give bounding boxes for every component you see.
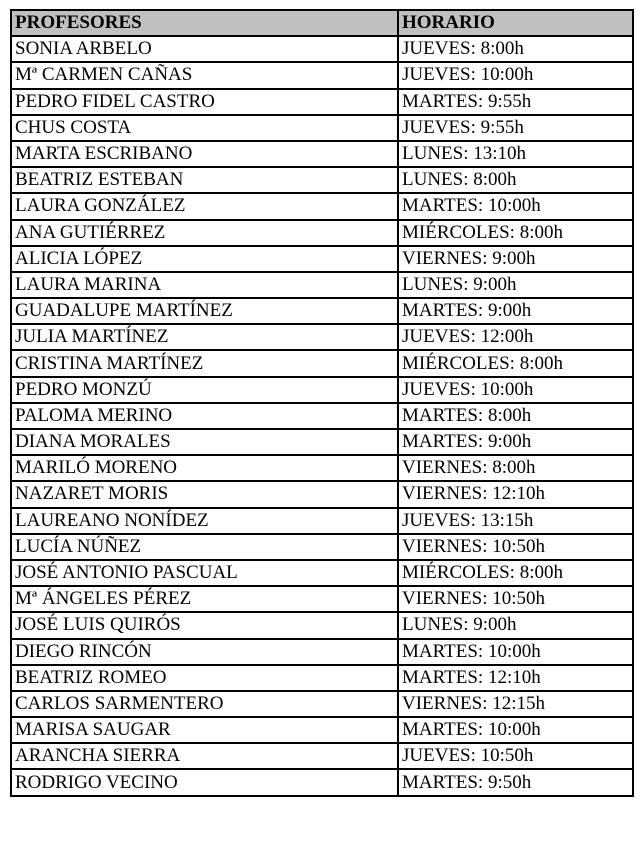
- teacher-name-cell: MARILÓ MORENO: [11, 455, 398, 481]
- teacher-name-cell: LAURA MARINA: [11, 272, 398, 298]
- teacher-name-cell: JOSÉ ANTONIO PASCUAL: [11, 560, 398, 586]
- schedule-cell: MARTES: 10:00h: [398, 639, 633, 665]
- teacher-name-cell: PEDRO FIDEL CASTRO: [11, 89, 398, 115]
- teacher-name-cell: RODRIGO VECINO: [11, 769, 398, 795]
- table-body: [11, 36, 633, 795]
- schedule-cell: MARTES: 10:00h: [398, 193, 633, 219]
- table-row: [11, 89, 633, 115]
- table-row: [11, 455, 633, 481]
- teacher-name-cell: ARANCHA SIERRA: [11, 743, 398, 769]
- teacher-name-cell: SONIA ARBELO: [11, 36, 398, 62]
- teacher-name-cell: NAZARET MORIS: [11, 481, 398, 507]
- schedule-cell: MARTES: 8:00h: [398, 403, 633, 429]
- teacher-name-cell: MARTA ESCRIBANO: [11, 141, 398, 167]
- schedule-cell: JUEVES: 9:55h: [398, 115, 633, 141]
- table-row: [11, 115, 633, 141]
- table-row: [11, 403, 633, 429]
- table-row: [11, 665, 633, 691]
- teacher-name-cell: DIEGO RINCÓN: [11, 639, 398, 665]
- schedule-cell: JUEVES: 8:00h: [398, 36, 633, 62]
- teacher-name-cell: ANA GUTIÉRREZ: [11, 220, 398, 246]
- teacher-schedule-table: [10, 9, 634, 797]
- table-row: [11, 141, 633, 167]
- schedule-cell: JUEVES: 12:00h: [398, 324, 633, 350]
- table-row: [11, 220, 633, 246]
- schedule-cell: LUNES: 9:00h: [398, 272, 633, 298]
- table-row: [11, 193, 633, 219]
- teacher-name-cell: BEATRIZ ROMEO: [11, 665, 398, 691]
- teacher-name-cell: MARISA SAUGAR: [11, 717, 398, 743]
- teacher-name-cell: BEATRIZ ESTEBAN: [11, 167, 398, 193]
- teacher-name-cell: PEDRO MONZÚ: [11, 377, 398, 403]
- schedule-cell: MARTES: 9:50h: [398, 769, 633, 795]
- teacher-name-cell: Mª ÁNGELES PÉREZ: [11, 586, 398, 612]
- schedule-cell: MARTES: 10:00h: [398, 717, 633, 743]
- schedule-cell: LUNES: 8:00h: [398, 167, 633, 193]
- header-profesores: PROFESORES: [11, 10, 398, 36]
- schedule-cell: VIERNES: 10:50h: [398, 586, 633, 612]
- schedule-cell: MIÉRCOLES: 8:00h: [398, 560, 633, 586]
- table-row: [11, 560, 633, 586]
- table-row: [11, 324, 633, 350]
- table-row: [11, 717, 633, 743]
- table-row: [11, 429, 633, 455]
- schedule-cell: VIERNES: 12:10h: [398, 481, 633, 507]
- schedule-cell: LUNES: 9:00h: [398, 612, 633, 638]
- schedule-cell: MARTES: 9:00h: [398, 429, 633, 455]
- table-row: [11, 167, 633, 193]
- teacher-name-cell: PALOMA MERINO: [11, 403, 398, 429]
- table-row: [11, 769, 633, 795]
- table-row: [11, 350, 633, 376]
- teacher-name-cell: Mª CARMEN CAÑAS: [11, 62, 398, 88]
- teacher-name-cell: JOSÉ LUIS QUIRÓS: [11, 612, 398, 638]
- table-row: [11, 377, 633, 403]
- table-row: [11, 62, 633, 88]
- teacher-name-cell: CHUS COSTA: [11, 115, 398, 141]
- table-row: [11, 36, 633, 62]
- schedule-cell: MARTES: 9:55h: [398, 89, 633, 115]
- teacher-name-cell: CRISTINA MARTÍNEZ: [11, 350, 398, 376]
- table-row: [11, 298, 633, 324]
- teacher-name-cell: LAURA GONZÁLEZ: [11, 193, 398, 219]
- table-row: [11, 691, 633, 717]
- table-row: [11, 481, 633, 507]
- table-row: [11, 586, 633, 612]
- schedule-cell: VIERNES: 12:15h: [398, 691, 633, 717]
- schedule-cell: JUEVES: 13:15h: [398, 508, 633, 534]
- teacher-name-cell: CARLOS SARMENTERO: [11, 691, 398, 717]
- schedule-cell: JUEVES: 10:00h: [398, 377, 633, 403]
- teacher-name-cell: JULIA MARTÍNEZ: [11, 324, 398, 350]
- table-row: [11, 639, 633, 665]
- schedule-cell: JUEVES: 10:00h: [398, 62, 633, 88]
- table-row: [11, 508, 633, 534]
- schedule-cell: JUEVES: 10:50h: [398, 743, 633, 769]
- table-row: [11, 612, 633, 638]
- teacher-name-cell: GUADALUPE MARTÍNEZ: [11, 298, 398, 324]
- table-row: [11, 534, 633, 560]
- header-horario: HORARIO: [398, 10, 633, 36]
- teacher-name-cell: LAUREANO NONÍDEZ: [11, 508, 398, 534]
- table-row: [11, 272, 633, 298]
- table-header-row: [11, 10, 633, 36]
- schedule-cell: MIÉRCOLES: 8:00h: [398, 350, 633, 376]
- schedule-cell: MARTES: 12:10h: [398, 665, 633, 691]
- schedule-cell: VIERNES: 10:50h: [398, 534, 633, 560]
- teacher-name-cell: DIANA MORALES: [11, 429, 398, 455]
- schedule-cell: MARTES: 9:00h: [398, 298, 633, 324]
- table-row: [11, 743, 633, 769]
- schedule-cell: VIERNES: 9:00h: [398, 246, 633, 272]
- teacher-name-cell: LUCÍA NÚÑEZ: [11, 534, 398, 560]
- table-row: [11, 246, 633, 272]
- schedule-cell: VIERNES: 8:00h: [398, 455, 633, 481]
- schedule-cell: MIÉRCOLES: 8:00h: [398, 220, 633, 246]
- schedule-cell: LUNES: 13:10h: [398, 141, 633, 167]
- teacher-name-cell: ALICIA LÓPEZ: [11, 246, 398, 272]
